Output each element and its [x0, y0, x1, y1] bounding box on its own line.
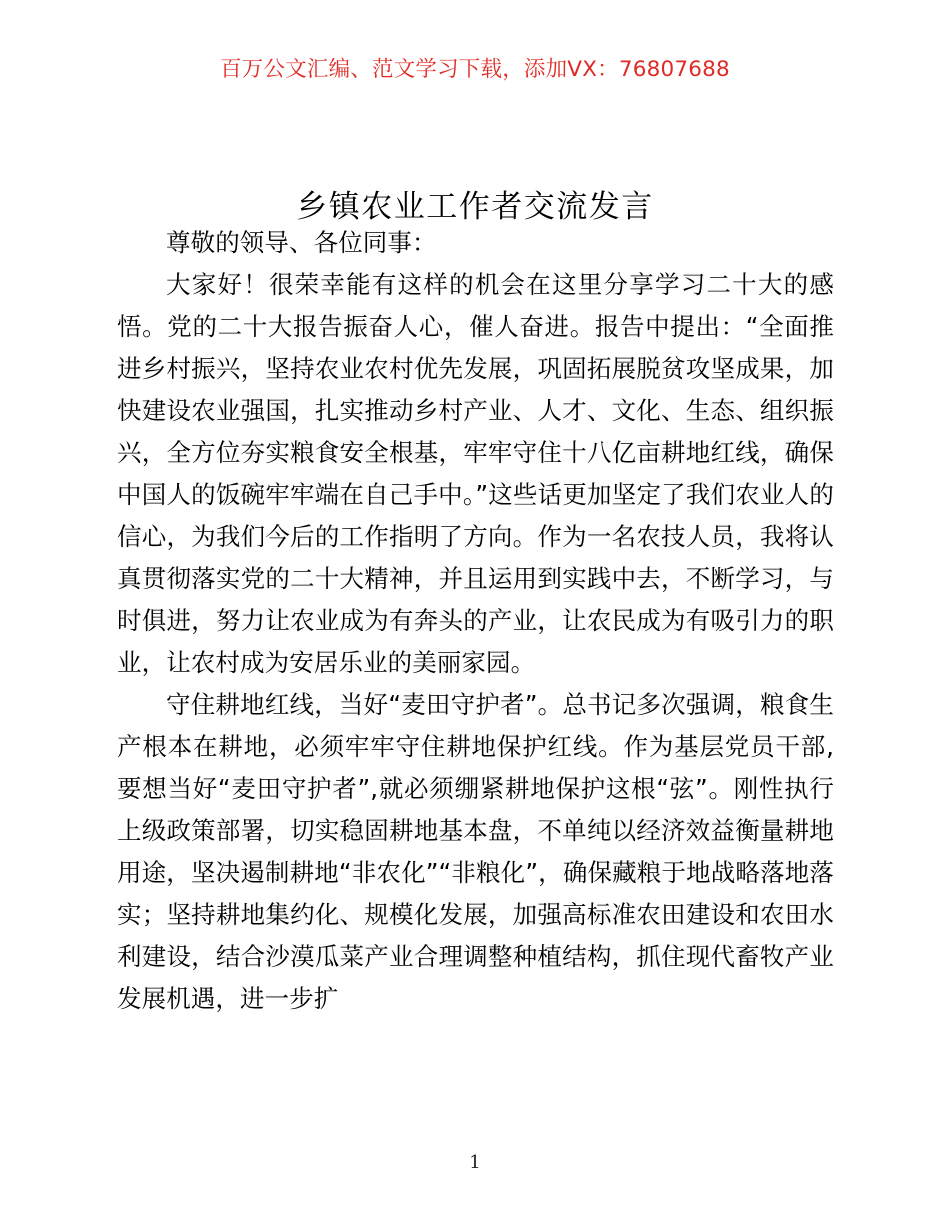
document-body — [117, 222, 834, 1020]
paragraph-2: 守住耕地红线，当好“麦田守护者”。总书记多次强调，粮食生产根本在耕地，必须牢牢守住耕地保护红线。作为基层党员干部,要想当好“麦田守护者”,就必须绷紧耕地保护这根“弦”。刚性执行上级政策部署，切实稳固耕地基本盘，不单纯以经济效益衡量耕地用途，坚决遏制耕地“非农化”“非粮化”，确保藏粮于地战略落地落实；坚持耕地集约化、规模化发展，加强高标准农田建设和农田水利建设，结合沙漠瓜菜产业合理调整种植结构，抓住现代畜牧产业发展机遇，进一步扩 — [117, 690, 834, 1013]
paragraph-salutation: 尊敬的领导、各位同事： — [166, 228, 437, 257]
promo-header-text: 百万公文汇编、范文学习下载，添加VX：76807688 — [220, 57, 730, 82]
page-title: 乡镇农业工作者交流发言 — [296, 188, 654, 225]
page-number: 1 — [469, 1152, 481, 1173]
paragraph-1: 大家好！很荣幸能有这样的机会在这里分享学习二十大的感悟。党的二十大报告振奋人心，催人奋进。报告中提出：“全面推进乡村振兴，坚持农业农村优先发展，巩固拓展脱贫攻坚成果，加快建设农业强国，扎实推动乡村产业、人才、文化、生态、组织振兴，全方位夯实粮食安全根基，牢牢守住十八亿亩耕地红线，确保中国人的饭碗牢牢端在自己手中。”这些话更加坚定了我们农业人的信心，为我们今后的工作指明了方向。作为一名农技人员，我将认真贯彻落实党的二十大精神，并且运用到实践中去，不断学习，与时俱进，努力让农业成为有奔头的产业，让农民成为有吸引力的职业，让农村成为安居乐业的美丽家园。 — [117, 270, 834, 677]
